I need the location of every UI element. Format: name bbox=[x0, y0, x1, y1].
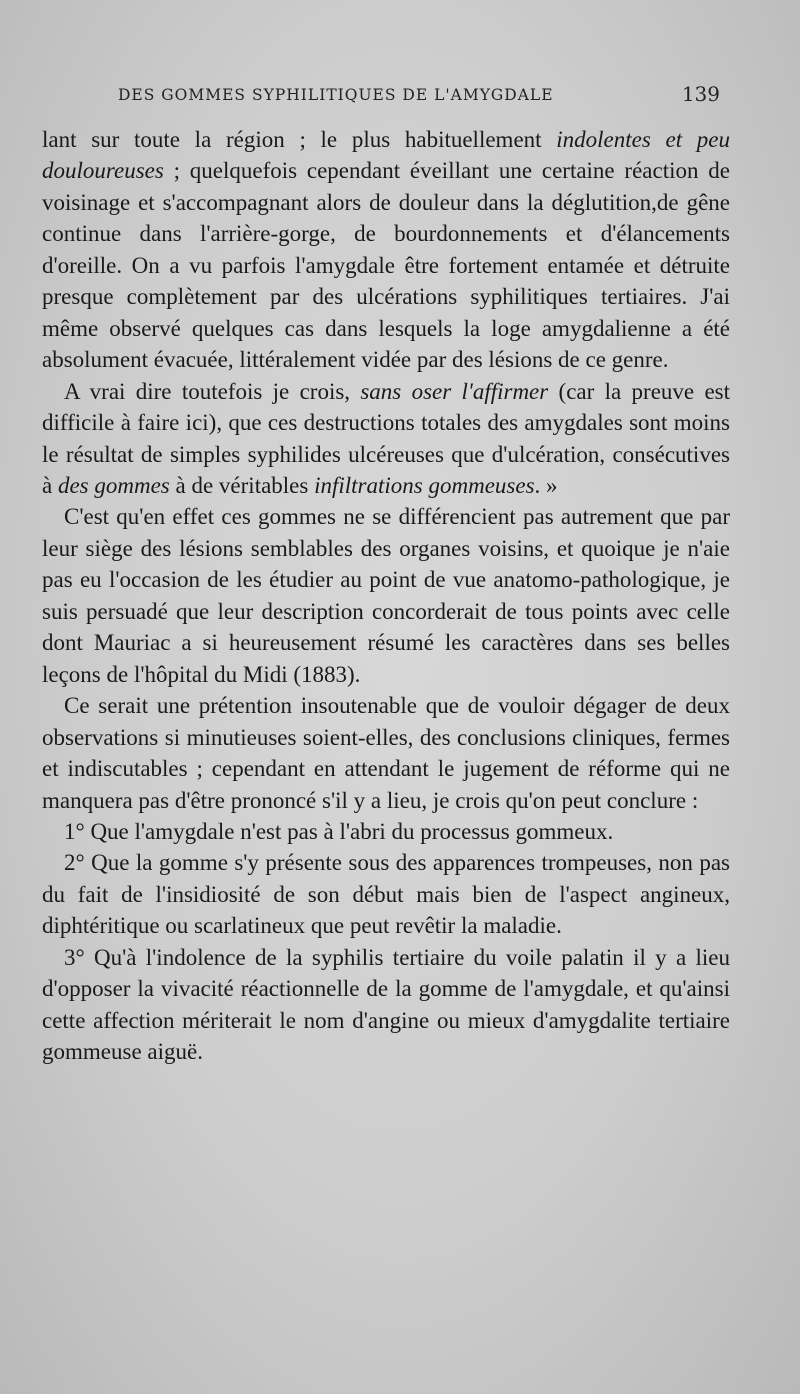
paragraph-text: 3° Qu'à l'indolence de la syphilis tertiaire du voile palatin il y a lieu d'opposer la vivacité réactionnelle de la gomme de l'amygdale, et qu'ainsi cette affection mériterait le nom d'angine ou mieux d'amygdalite tertiaire gommeuse aiguë. bbox=[42, 944, 730, 1065]
paragraph-text: C'est qu'en effet ces gommes ne se différencient pas autrement que par leur siège des lésions semblables des organes voisins, et quoique je n'aie pas eu l'occasion de les étudier au point de vue anatomo-pathologique, je suis persuadé que leur description concorderait de tous points avec celle dont Mauriac a si heureusement résumé les caractères dans ses belles leçons de l'hôpital du Midi (1883). bbox=[42, 504, 730, 687]
italic-text: des gommes bbox=[57, 472, 170, 498]
paragraph-text: lant sur toute la région ; le plus habituellement bbox=[42, 127, 557, 152]
italic-text: infiltrations gommeuses bbox=[314, 472, 535, 498]
running-head-title: DES GOMMES SYPHILITIQUES DE L'AMYGDALE bbox=[118, 86, 554, 104]
paragraph bbox=[42, 942, 730, 1068]
paragraph bbox=[42, 376, 730, 502]
paragraph bbox=[42, 847, 730, 941]
paragraph-text: A vrai dire toutefois je crois, bbox=[64, 378, 361, 404]
paragraph-text: . » bbox=[534, 472, 558, 498]
paragraph bbox=[42, 501, 730, 690]
paragraph-text: Ce serait une prétention insoutenable que de vouloir dégager de deux observations si minutieuses soient-elles, des conclusions cliniques, fermes et indiscutables ; cependant en attendant le jugement de réforme qui ne manquera pas d'être prononcé s'il y a lieu, je crois qu'on peut conclure : bbox=[42, 693, 730, 813]
running-head bbox=[118, 82, 720, 110]
paragraph-text: 2° Que la gomme s'y présente sous des apparences trompeuses, non pas du fait de l'insidiosité de son début mais bien de l'aspect angineux, diphtéritique ou scarlatineux que peut revêtir la maladie. bbox=[42, 850, 730, 939]
paragraph-text: (car la preuve est difficile à faire ici), que ces destructions totales des amygdales sont moins le résultat de simples syphilides ulcéreuses que d'ulcération, consécutives à bbox=[42, 378, 730, 498]
italic-text: indolentes et peu douloureuses bbox=[42, 127, 730, 184]
italic-text: sans oser l'affirmer bbox=[360, 378, 549, 404]
paragraph-text: 1° Que l'amygdale n'est pas à l'abri du processus gommeux. bbox=[64, 818, 614, 844]
paragraph bbox=[42, 124, 730, 376]
body-text bbox=[42, 124, 730, 1068]
paragraph bbox=[42, 816, 730, 847]
paragraph bbox=[42, 690, 730, 816]
paragraph-text: à de véritables bbox=[169, 472, 315, 498]
paragraph-text: ; quelquefois cependant éveillant une certaine réaction de voisinage et s'accompagnant alors de douleur dans la déglutition,de gêne continue dans l'arrière-gorge, de bourdonnements et d'élancements d'oreille. On a vu parfois l'amygdale être fortement entamée et détruite presque complètement par des ulcérations syphilitiques tertiaires. J'ai même observé quelques cas dans lesquels la loge amygdalienne a été absolument évacuée, littéralement vidée par des lésions de ce genre. bbox=[42, 158, 730, 373]
page-number: 139 bbox=[681, 82, 720, 106]
